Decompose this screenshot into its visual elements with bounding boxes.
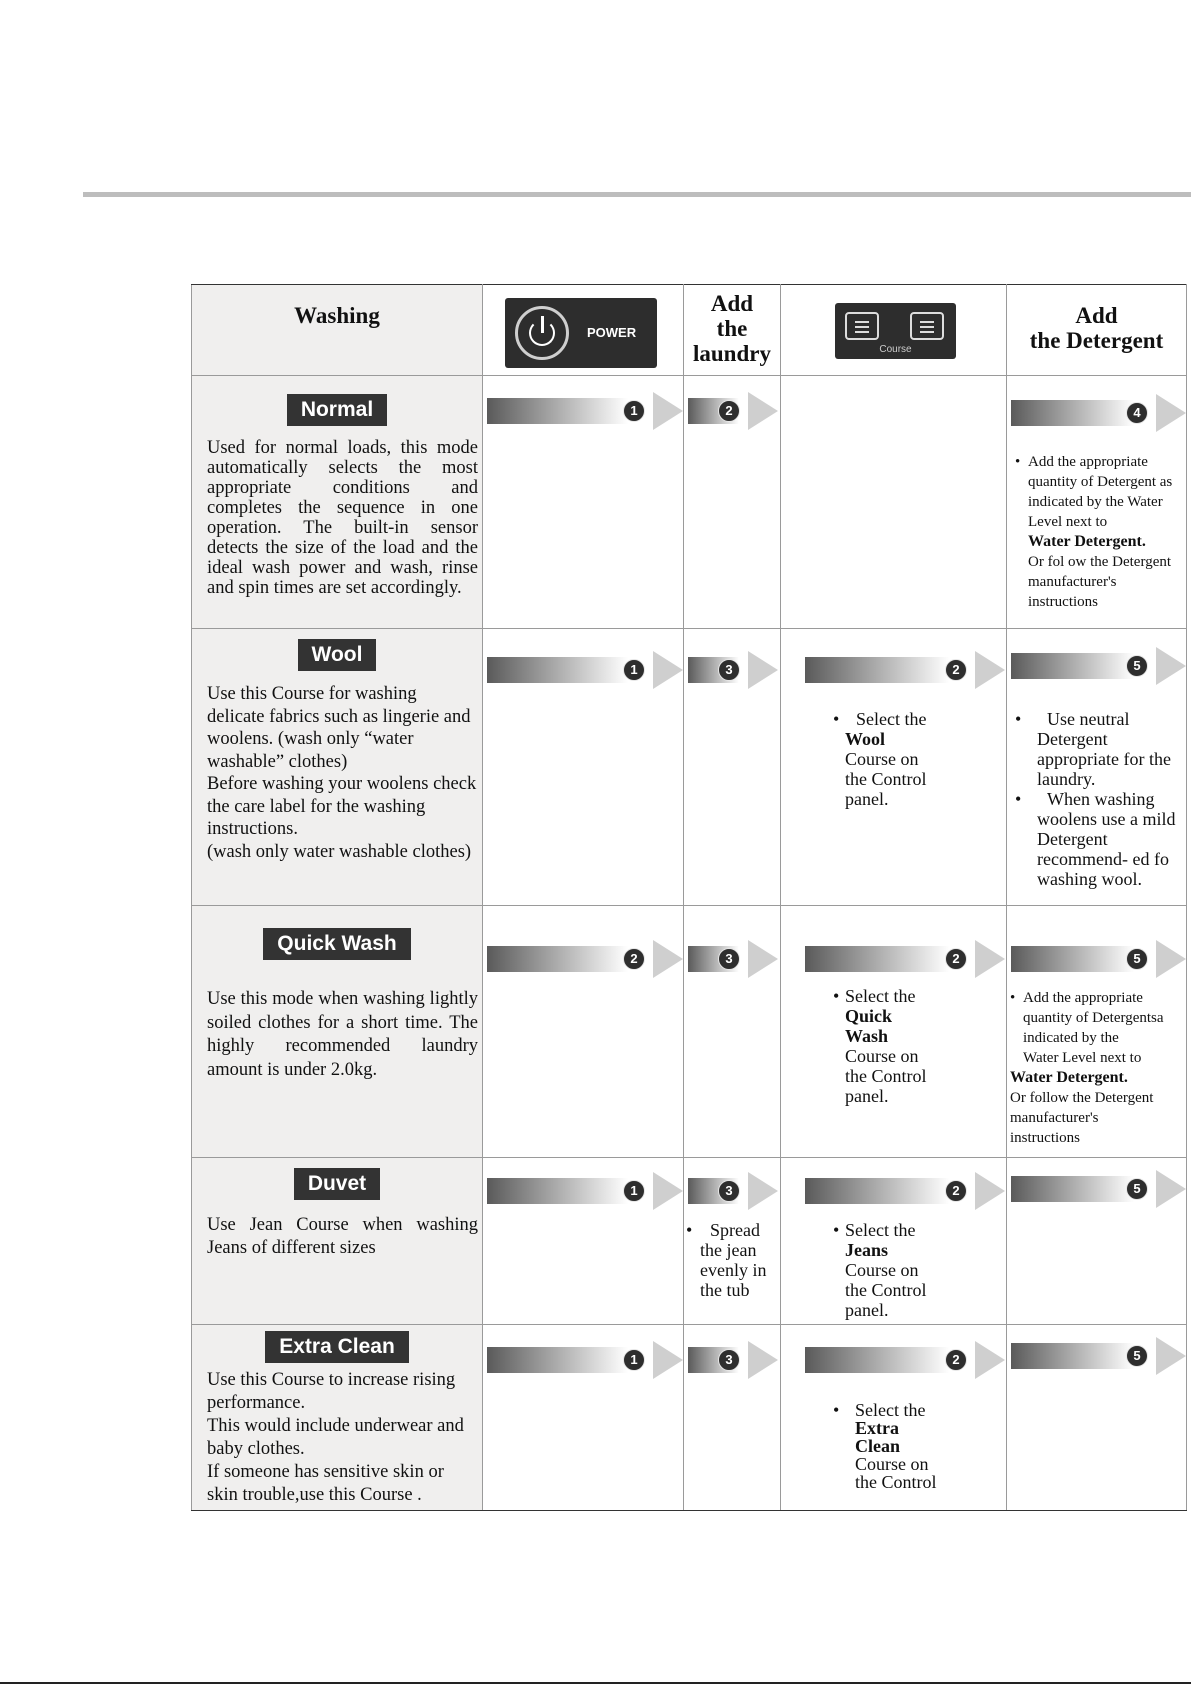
text-line: washing wool.	[1037, 869, 1142, 889]
text-line: indicated by the Water	[1028, 494, 1163, 510]
power-step-cell	[483, 906, 684, 1158]
power-button-icon	[505, 298, 657, 368]
step-number: 1	[623, 1349, 645, 1371]
course-instructions: • Select the Extra Clean Course on the Control	[833, 1400, 937, 1492]
text-line: quantity of Detergent as	[1028, 474, 1173, 490]
text-line: Course on	[855, 1454, 929, 1474]
text-line: recommend- ed fo	[1037, 849, 1169, 869]
text-line: Or fol ow the Detergent	[1028, 554, 1172, 570]
text-line: panel.	[845, 1086, 889, 1106]
text-line: the Control	[845, 769, 927, 789]
text-line: the Control	[845, 1280, 927, 1300]
shirt-icon	[910, 312, 944, 340]
detergent-step-cell	[1007, 1158, 1187, 1325]
step-number: 5	[1126, 1345, 1148, 1367]
step-number: 2	[718, 400, 740, 422]
header-add-detergent-line: Add	[1075, 303, 1118, 328]
page-bottom-rule	[0, 1682, 1191, 1684]
text-line: Level next to	[1028, 514, 1108, 530]
mode-cell	[192, 629, 483, 906]
text-line: laundry.	[1037, 769, 1096, 789]
laundry-step-cell	[684, 376, 781, 629]
course-step-cell	[781, 1158, 1007, 1325]
mode-description: Use this mode when washing lightly soiled clothes for a short time. The highly recommended laundry amount is under 2.0kg.	[207, 989, 478, 1080]
course-instructions: • Select the Wool Course on the Control panel.	[833, 709, 927, 809]
step-arrow-icon	[487, 940, 683, 978]
course-step-cell	[781, 376, 1007, 629]
power-label: POWER	[587, 325, 637, 340]
step-arrow-icon	[1011, 1337, 1186, 1375]
text-line: Water Detergent.	[1028, 533, 1146, 550]
power-step-cell	[483, 376, 684, 629]
detergent-step-cell	[1007, 629, 1187, 906]
step-arrow-icon	[688, 940, 778, 978]
mode-cell	[192, 1325, 483, 1511]
step-number: 3	[718, 1180, 740, 1202]
detergent-step-cell	[1007, 906, 1187, 1158]
table-row	[192, 1325, 1187, 1511]
text-line: Add the appropriate	[1028, 454, 1148, 470]
course-label: Course	[879, 344, 912, 355]
detergent-instructions: • Add the appropriate quantity of Detergentsa indicated by the Water Level next to Water Detergent. Or follow the Detergent manufacturer's instructions	[1010, 988, 1185, 1148]
detergent-instructions: • Use neutral Detergent appropriate for the laundry. • When washing woolens use a mild Detergent recommend- ed fo washing wool.	[1015, 709, 1185, 889]
mode-cell	[192, 906, 483, 1158]
mode-badge: Extra Clean	[265, 1331, 409, 1363]
text-line: Wool	[845, 729, 886, 749]
step-arrow-icon	[487, 651, 683, 689]
step-arrow-icon	[805, 651, 1005, 689]
text-line: Select the	[855, 1400, 926, 1420]
mode-description	[192, 1363, 482, 1507]
step-number: 5	[1126, 655, 1148, 677]
table-row	[192, 629, 1187, 906]
table-row	[192, 906, 1187, 1158]
section-divider	[83, 192, 1191, 197]
power-step-cell	[483, 1158, 684, 1325]
step-arrow-icon	[805, 940, 1005, 978]
step-arrow-icon	[1011, 394, 1186, 432]
course-instructions: • Select the Quick Wash Course on the Control panel.	[833, 986, 927, 1106]
header-power	[483, 285, 684, 376]
mode-badge: Quick Wash	[263, 928, 410, 960]
text-line: Detergent	[1037, 729, 1108, 749]
step-number: 4	[1126, 402, 1148, 424]
text-line: Select the	[856, 709, 927, 729]
text-line: Select the	[845, 1220, 916, 1240]
step-number: 1	[623, 400, 645, 422]
text-line: instructions	[1010, 1130, 1080, 1146]
detergent-step-cell	[1007, 376, 1187, 629]
text-line: quantity of Detergentsa	[1023, 1010, 1164, 1026]
text-line: manufacturer's	[1010, 1110, 1099, 1126]
step-arrow-icon	[805, 1172, 1005, 1210]
text-line: Course on	[845, 1046, 919, 1066]
text-line: Water Level next to	[1023, 1050, 1142, 1066]
detergent-step-cell	[1007, 1325, 1187, 1511]
desc-paragraph: Use this Course to increase rising performance.	[207, 1370, 456, 1413]
step-number: 1	[623, 659, 645, 681]
step-number: 3	[718, 948, 740, 970]
course-step-cell	[781, 629, 1007, 906]
text-line: Add the appropriate	[1023, 990, 1143, 1006]
desc-paragraph: This would include underwear and baby clothes.	[207, 1416, 464, 1459]
desc-paragraph: Use this Course for washing delicate fabrics such as lingerie and woolens. (wash only “water washable” clothes)	[207, 684, 471, 772]
mode-description: Use Jean Course when washing Jeans of different sizes	[207, 1215, 478, 1258]
table-row	[192, 1158, 1187, 1325]
step-number: 2	[945, 659, 967, 681]
step-number: 2	[945, 1349, 967, 1371]
header-washing	[192, 285, 483, 376]
detergent-instructions: • Add the appropriate quantity of Detergent as indicated by the Water Level next to Water Detergent. Or fol ow the Detergent manufacturer's instructions	[1015, 452, 1185, 612]
mode-badge: Duvet	[294, 1168, 380, 1200]
power-step-cell	[483, 1325, 684, 1511]
course-instructions: • Select the Jeans Course on the Control panel.	[833, 1220, 927, 1320]
text-line: the Control	[855, 1472, 937, 1492]
table-header-row	[192, 285, 1187, 376]
text-line: the jean	[700, 1240, 757, 1260]
step-arrow-icon	[688, 392, 778, 430]
step-number: 3	[718, 659, 740, 681]
header-add-laundry-line: Add	[710, 291, 754, 316]
text-line: Or follow the Detergent	[1010, 1090, 1154, 1106]
text-line: appropriate for the	[1037, 749, 1171, 769]
step-arrow-icon	[688, 1341, 778, 1379]
table-row	[192, 376, 1187, 629]
text-line: Water Detergent.	[1010, 1069, 1128, 1086]
text-line: Spread	[710, 1220, 760, 1240]
mode-cell	[192, 1158, 483, 1325]
step-arrow-icon	[1011, 940, 1186, 978]
text-line: Use neutral	[1047, 709, 1130, 729]
step-number: 2	[945, 1180, 967, 1202]
text-line: the Control	[845, 1066, 927, 1086]
step-arrow-icon	[487, 1172, 683, 1210]
text-line: When washing	[1047, 789, 1155, 809]
header-add-laundry	[684, 285, 781, 376]
text-line: Select the	[845, 986, 916, 1006]
step-number: 1	[623, 1180, 645, 1202]
step-number: 2	[623, 948, 645, 970]
text-line: Clean	[855, 1436, 900, 1456]
step-number: 3	[718, 1349, 740, 1371]
header-add-laundry-line: laundry	[693, 341, 771, 366]
desc-paragraph: Before washing your woolens check the care label for the washing instructions.	[207, 774, 477, 839]
text-line: evenly in	[700, 1260, 767, 1280]
mode-description: Used for normal loads, this mode automatically selects the most appropriate conditions and completes the sequence in one operation. The built-in sensor detects the size of the load and the ideal wash power and wash, rinse and spin times are set accordingly.	[207, 438, 478, 598]
laundry-step-cell	[684, 1158, 781, 1325]
text-line: manufacturer's	[1028, 574, 1117, 590]
desc-paragraph: (wash only water washable clothes)	[207, 841, 472, 862]
step-arrow-icon	[688, 651, 778, 689]
laundry-step-cell	[684, 1325, 781, 1511]
step-arrow-icon	[1011, 647, 1186, 685]
power-step-cell	[483, 629, 684, 906]
header-washing-title: Washing	[294, 303, 380, 328]
text-line: Detergent	[1037, 829, 1108, 849]
desc-paragraph: If someone has sensitive skin or skin trouble,use this Course .	[207, 1462, 444, 1505]
header-add-laundry-line: the	[716, 316, 748, 341]
laundry-step-cell	[684, 629, 781, 906]
laundry-step-cell	[684, 906, 781, 1158]
text-line: Jeans	[845, 1240, 889, 1260]
course-step-cell	[781, 1325, 1007, 1511]
text-line: Quick	[845, 1006, 893, 1026]
header-add-detergent-line: the Detergent	[1029, 328, 1164, 353]
course-step-cell	[781, 906, 1007, 1158]
text-line: panel.	[845, 789, 889, 809]
step-number: 2	[945, 948, 967, 970]
text-line: instructions	[1028, 594, 1098, 610]
text-line: panel.	[845, 1300, 889, 1320]
mode-cell	[192, 376, 483, 629]
mode-description	[192, 671, 482, 863]
header-course	[781, 285, 1007, 376]
text-line: Course on	[845, 1260, 919, 1280]
power-symbol-icon	[515, 306, 569, 360]
text-line: woolens use a mild	[1037, 809, 1176, 829]
step-arrow-icon	[487, 392, 683, 430]
text-line: the tub	[700, 1280, 750, 1300]
mode-badge: Normal	[287, 394, 387, 426]
step-arrow-icon	[688, 1172, 778, 1210]
step-number: 5	[1126, 1178, 1148, 1200]
text-line: indicated by the	[1023, 1030, 1119, 1046]
text-line: Wash	[845, 1026, 889, 1046]
mode-badge: Wool	[298, 639, 377, 671]
text-line: Course on	[845, 749, 919, 769]
step-arrow-icon	[487, 1341, 683, 1379]
course-button-icon	[835, 303, 956, 359]
step-number: 5	[1126, 948, 1148, 970]
header-add-detergent	[1007, 285, 1187, 376]
step-arrow-icon	[1011, 1170, 1186, 1208]
step-arrow-icon	[805, 1341, 1005, 1379]
laundry-instructions: • Spread the jean evenly in the tub	[686, 1220, 767, 1300]
text-line: Extra	[855, 1418, 899, 1438]
shirt-icon	[845, 312, 879, 340]
washing-course-table	[191, 284, 1187, 1511]
